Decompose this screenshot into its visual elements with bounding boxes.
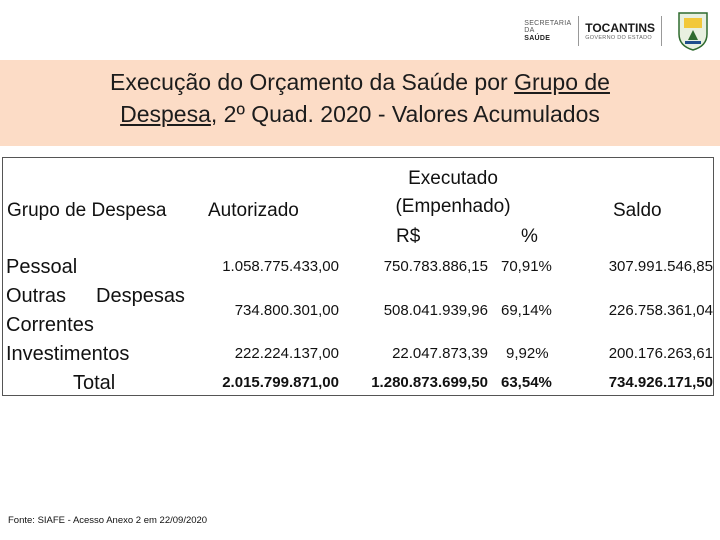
row-outras-autorizado: 734.800.301,00 (234, 302, 339, 319)
row-pessoal-executado: 750.783.886,15 (383, 258, 488, 275)
tocantins-logo: TOCANTINS GOVERNO DO ESTADO (585, 21, 655, 41)
row-total-executado: 1.280.873.699,50 (371, 374, 488, 391)
row-outras-label-a: Outras (6, 285, 67, 307)
header-saldo: Saldo (613, 200, 662, 221)
row-investimentos-saldo: 200.176.263,61 (608, 345, 713, 362)
row-pessoal-pct: 70,91% (501, 258, 552, 275)
row-total-pct: 63,54% (501, 374, 552, 391)
row-investimentos-label: Investimentos (6, 343, 130, 365)
header-empenhado: (Empenhado) (395, 196, 511, 217)
page-title: Execução do Orçamento da Saúde por Grupo de Despesa, 2º Quad. 2020 - Valores Acumulados (110, 69, 610, 127)
row-pessoal-label: Pessoal (6, 256, 78, 278)
row-outras-saldo: 226.758.361,04 (608, 302, 713, 319)
row-investimentos-pct: 9,92% (506, 345, 549, 362)
row-outras-label-c: Correntes (6, 314, 94, 336)
row-outras-executado: 508.041.939,96 (383, 302, 488, 319)
header-rs: R$ (396, 226, 421, 247)
header-pct: % (521, 226, 538, 247)
row-total-autorizado: 2.015.799.871,00 (222, 374, 339, 391)
secretaria-saude-logo: SECRETARIA DA SAÚDE (524, 19, 572, 42)
row-outras-pct: 69,14% (501, 302, 552, 319)
row-investimentos-autorizado: 222.224.137,00 (234, 345, 339, 362)
header-autorizado: Autorizado (208, 200, 299, 221)
header-grupo: Grupo de Despesa (7, 200, 167, 221)
row-pessoal-autorizado: 1.058.775.433,00 (222, 258, 339, 275)
budget-table (2, 157, 714, 396)
row-investimentos-executado: 22.047.873,39 (392, 345, 488, 362)
state-seal-icon (676, 10, 710, 52)
row-outras-label-b: Despesas (96, 285, 185, 307)
row-total-label: Total (73, 372, 116, 394)
logo-divider-2 (661, 16, 662, 46)
row-total-saldo: 734.926.171,50 (608, 374, 713, 391)
logo-divider (578, 16, 579, 46)
row-pessoal-saldo: 307.991.546,85 (608, 258, 713, 275)
header-logos (524, 8, 710, 54)
source-footnote: Fonte: SIAFE - Acesso Anexo 2 em 22/09/2020 (8, 515, 208, 526)
header-executado: Executado (408, 168, 498, 189)
